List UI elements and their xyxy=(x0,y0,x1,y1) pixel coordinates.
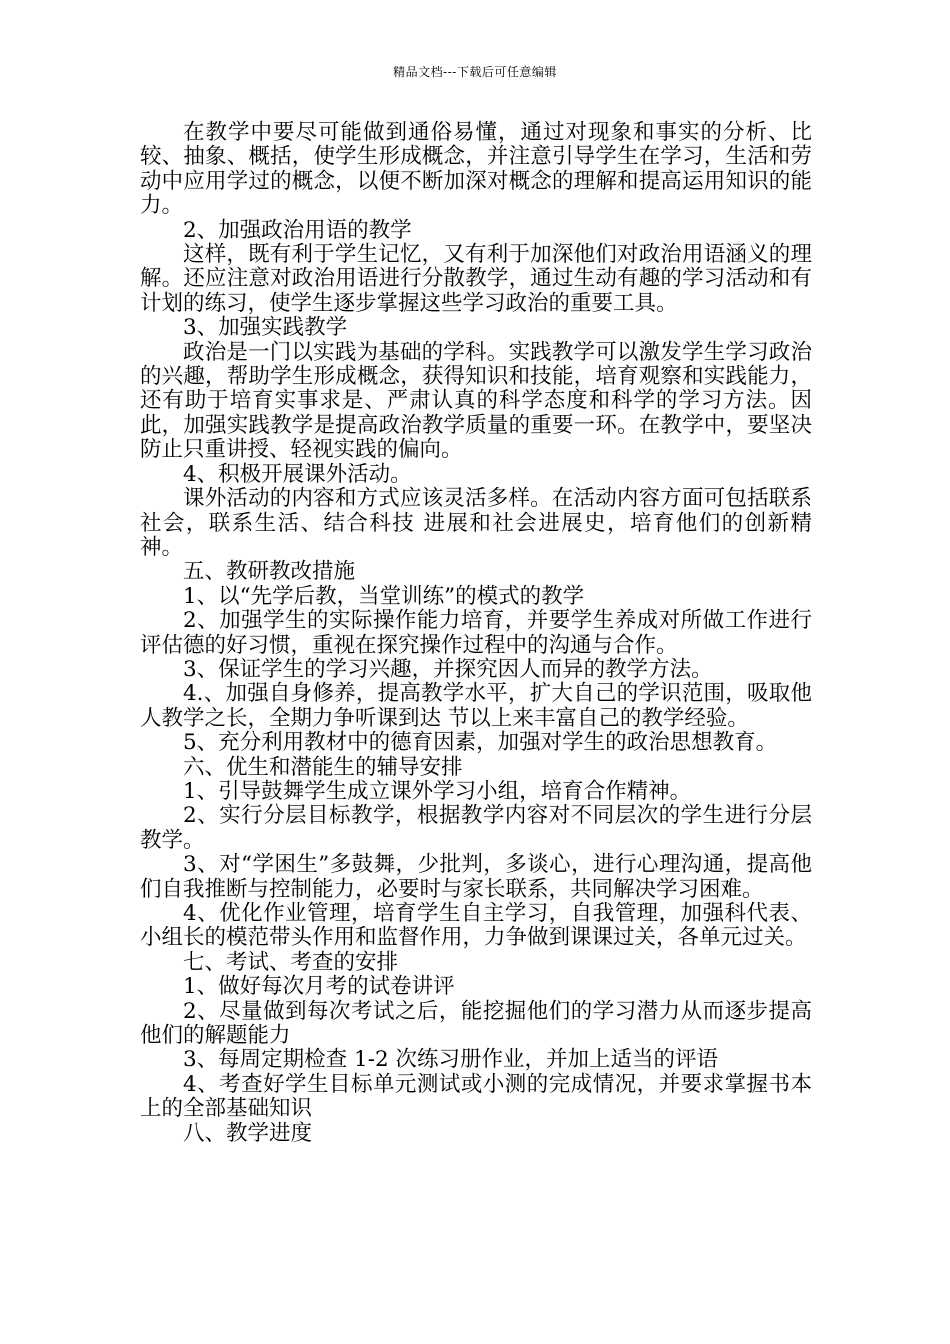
paragraph: 政治是一门以实践为基础的学科。实践教学可以激发学生学习政治的兴趣，帮助学生形成概念，获得知识和技能，培育观察和实践能力，还有助于培育实事求是、严肃认真的科学态度和科学的学习方法。因此，加强实践教学是提高政治教学质量的重要一环。在教学中，要坚决防止只重讲授、轻视实践的偏向。 xyxy=(140,339,812,463)
section-heading: 3、加强实践教学 xyxy=(183,315,348,341)
section-heading: 4、积极开展课外活动。 xyxy=(183,461,412,487)
list-item: 1、以“先学后教，当堂训练”的模式的教学 xyxy=(183,583,585,609)
section-heading: 2、加强政治用语的教学 xyxy=(183,217,412,243)
document-body xyxy=(140,121,812,1146)
paragraph: 在教学中要尽可能做到通俗易懂，通过对现象和事实的分析、比较、抽象、概括，使学生形成概念，并注意引导学生在学习，生活和劳动中应用学过的概念，以便不断加深对概念的理解和提高运用知识的能力。 xyxy=(140,120,812,219)
list-item: 3、对“学困生”多鼓舞，少批判，多谈心，进行心理沟通，提高他们自我推断与控制能力，必要时与家长联系，共同解决学习困难。 xyxy=(140,852,812,902)
list-item: 5、充分利用教材中的德育因素，加强对学生的政治思想教育。 xyxy=(183,730,778,756)
list-item: 4.、加强自身修养，提高教学水平，扩大自己的学识范围，吸取他人教学之长，全期力争听课到达 节以上来丰富自己的教学经验。 xyxy=(140,681,812,731)
page-header: 精品文档---下载后可任意编辑 xyxy=(393,65,557,79)
section-heading: 六、优生和潜能生的辅导安排 xyxy=(183,754,463,780)
list-item: 1、做好每次月考的试卷讲评 xyxy=(183,974,455,1000)
list-item: 3、每周定期检查 1-2 次练习册作业，并加上适当的评语 xyxy=(183,1047,718,1073)
list-item: 4、优化作业管理，培育学生自主学习，自我管理，加强科代表、小组长的模范带头作用和监督作用，力争做到课课过关，各单元过关。 xyxy=(140,901,812,951)
section-heading: 八、教学进度 xyxy=(183,1120,313,1146)
section-heading: 七、考试、考查的安排 xyxy=(183,949,399,975)
list-item: 1、引导鼓舞学生成立课外学习小组，培育合作精神。 xyxy=(183,778,692,804)
paragraph: 这样，既有利于学生记忆，又有利于加深他们对政治用语涵义的理解。还应注意对政治用语进行分散教学，通过生动有趣的学习活动和有计划的练习，使学生逐步掌握这些学习政治的重要工具。 xyxy=(140,242,812,316)
list-item: 3、保证学生的学习兴趣，并探究因人而异的教学方法。 xyxy=(183,656,713,682)
list-item: 2、尽量做到每次考试之后，能挖掘他们的学习潜力从而逐步提高他们的解题能力 xyxy=(140,998,812,1049)
paragraph: 课外活动的内容和方式应该灵活多样。在活动内容方面可包括联系社会，联系生活、结合科技 进展和社会进展史，培育他们的创新精神。 xyxy=(140,486,812,560)
list-item: 2、实行分层目标教学，根据教学内容对不同层次的学生进行分层教学。 xyxy=(140,803,812,853)
list-item: 4、考查好学生目标单元测试或小测的完成情况，并要求掌握书本上的全部基础知识 xyxy=(140,1071,812,1122)
list-item: 2、加强学生的实际操作能力培育，并要学生养成对所做工作进行评估德的好习惯，重视在探究操作过程中的沟通与合作。 xyxy=(140,608,812,658)
section-heading: 五、教研教改措施 xyxy=(183,559,356,585)
